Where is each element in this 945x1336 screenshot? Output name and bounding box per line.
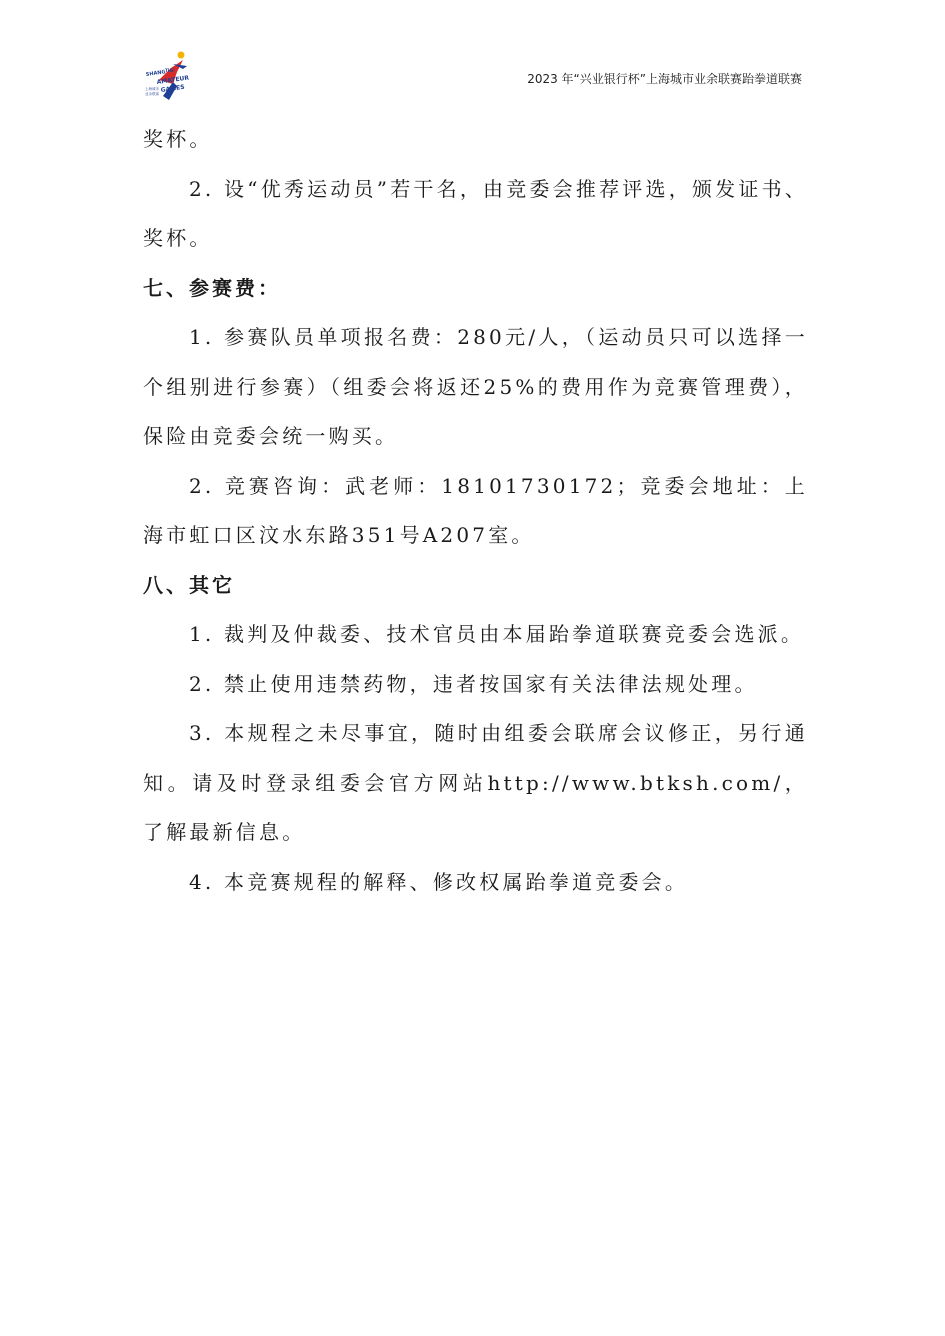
- logo-text-cn-1: 上海城市: [145, 87, 159, 91]
- logo-text-cn-2: 业余联赛: [145, 92, 159, 96]
- page-header: [0, 0, 945, 100]
- paragraph: 奖杯。: [143, 127, 213, 151]
- logo-text-games: GAMES: [160, 83, 186, 94]
- games-logo: [143, 50, 193, 102]
- section-heading: 八、其它: [143, 572, 235, 597]
- section-heading: 七、参赛费：: [143, 275, 281, 300]
- header-title: 2023 年“兴业银行杯”上海城市业余联赛跆拳道联赛: [527, 72, 802, 86]
- logo-text-the: THE: [165, 68, 174, 73]
- paragraph: 2. 竞赛咨询：武老师：18101730172；竞委会地址：上海市虹口区汶水东路351号A207室。: [143, 473, 808, 547]
- paragraph: 1. 参赛队员单项报名费：280元/人，（运动员只可以选择一个组别进行参赛）（组委会将返还25%的费用作为竞赛管理费），保险由竞委会统一购买。: [143, 325, 808, 448]
- paragraph: 2. 禁止使用违禁药物，违者按国家有关法律法规处理。: [189, 671, 758, 696]
- paragraph: 3. 本规程之未尽事宜，随时由组委会联席会议修正，另行通知。请及时登录组委会官方网站http://www.btksh.com/，了解最新信息。: [143, 721, 808, 844]
- paragraph: 4. 本竞赛规程的解释、修改权属跆拳道竞委会。: [189, 869, 689, 894]
- paragraph: 2. 设“优秀运动员”若干名，由竞委会推荐评选，颁发证书、奖杯。: [143, 176, 808, 250]
- logo-text-shang: SHANG: [145, 69, 167, 78]
- document-body: [143, 115, 808, 907]
- paragraph: 1. 裁判及仲裁委、技术官员由本届跆拳道联赛竞委会选派。: [189, 622, 805, 646]
- logo-text-amateur: AMATEUR: [156, 74, 190, 86]
